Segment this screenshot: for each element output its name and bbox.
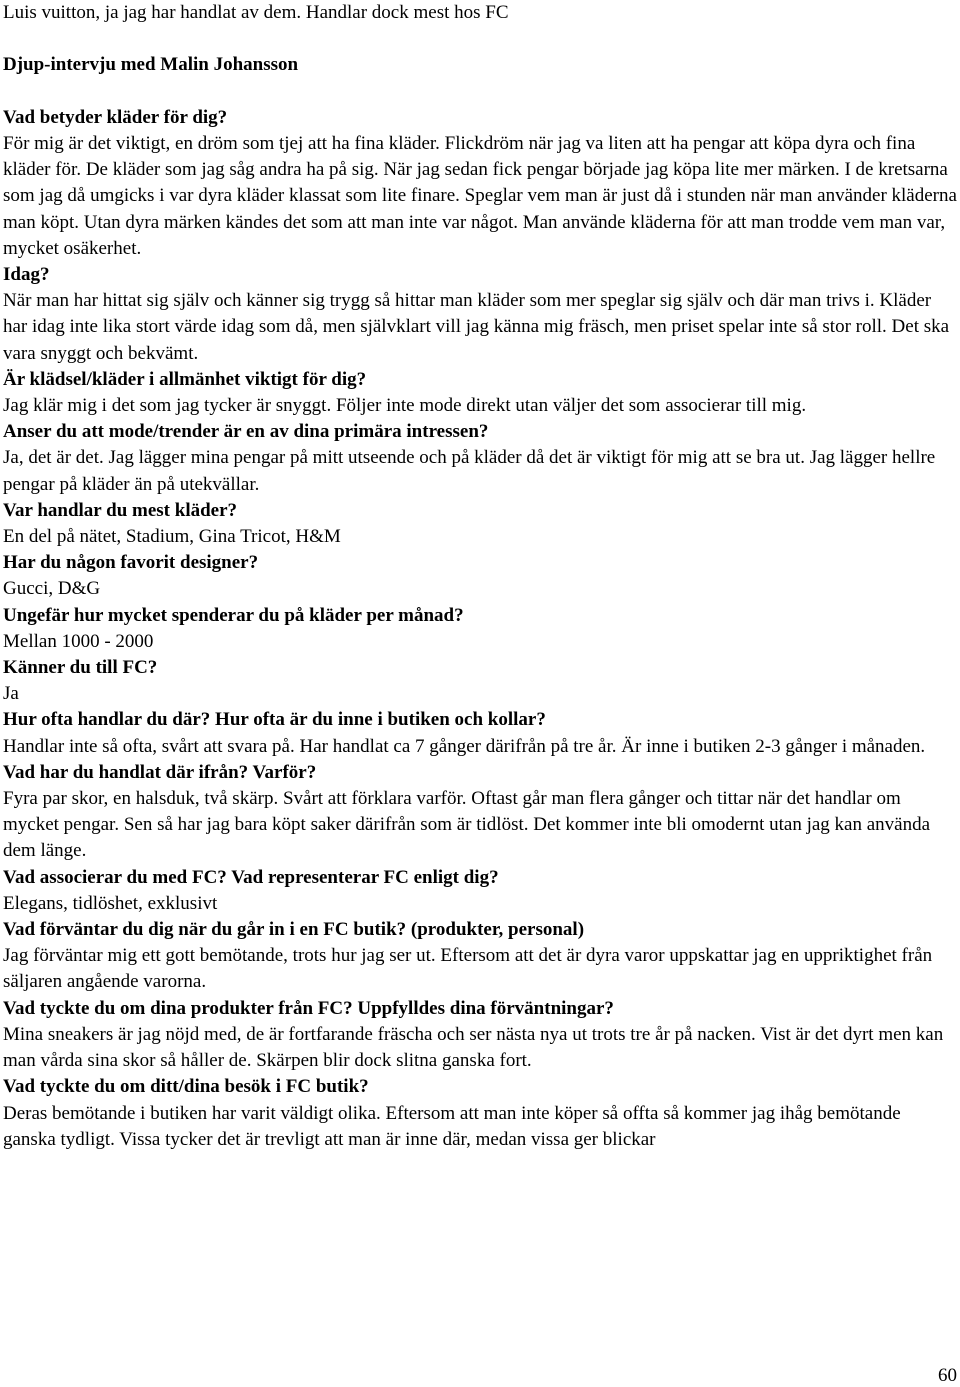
interview-answer: Handlar inte så ofta, svårt att svara på. Har handlat ca 7 gånger därifrån på tre år. Är inne i butiken 2-3 gånger i månaden. [3,735,926,757]
interview-answer: Jag förväntar mig ett gott bemötande, trots hur jag ser ut. Eftersom att det är dyra varor uppskattar jag en uppriktighet från säljaren angående varorna. [3,945,933,993]
interview-question: Vad tyckte du om dina produkter från FC? Uppfylldes dina förväntningar? [3,997,614,1019]
interview-answer: Ja, det är det. Jag lägger mina pengar på mitt utseende och på kläder då det är viktigt för mig att se bra ut. Jag lägger hellre pengar på kläder än på utekvällar. [3,447,936,495]
interview-answer: Mellan 1000 - 2000 [3,630,154,652]
interview-question: Idag? [3,264,50,285]
interview-answer: Gucci, D&G [3,578,101,600]
interview-question: Hur ofta handlar du där? Hur ofta är du inne i butiken och kollar? [3,709,546,731]
interview-question: Vad betyder kläder för dig? [3,106,228,128]
page-number: 60 [938,1365,957,1386]
interview-question: Anser du att mode/trender är en av dina primära intressen? [3,421,489,443]
interview-qa-list [3,105,958,1153]
interview-question: Ungefär hur mycket spenderar du på kläder per månad? [3,604,464,626]
interview-question: Vad har du handlat där ifrån? Varför? [3,761,317,783]
interview-answer: Jag klär mig i det som jag tycker är snyggt. Följer inte mode direkt utan väljer det som associerar till mig. [3,395,807,417]
interview-answer: För mig är det viktigt, en dröm som tjej att ha fina kläder. Flickdröm när jag va liten att ha pengar att köpa dyra och fina kläder för. De kläder som jag såg andra ha på sig. När jag sedan fick pengar började jag köpa lite mer märken. I de kretsarna som jag då umgicks i var dyra kläder klassat som lite finare. Speglar vem man är just då i stunden när man använder kläderna man köpt. Utan dyra märken kändes det som att man inte var något. Man använde kläderna för att man trodde vem man var, mycket osäkerhet. [3,132,957,259]
interview-answer: En del på nätet, Stadium, Gina Tricot, H&M [3,526,341,548]
interview-answer: När man har hittat sig själv och känner sig trygg så hittar man kläder som mer speglar sig själv och där man trivs i. Kläder har idag inte lika stort värde idag som då, men självklart vill jag känna mig fräsch, men priset spelar inte så stor roll. Det ska vara snyggt och bekvämt. [3,290,950,364]
interview-title: Djup-intervju med Malin Johansson [3,54,299,76]
interview-question: Vad associerar du med FC? Vad representerar FC enligt dig? [3,866,499,888]
interview-answer: Deras bemötande i butiken har varit väldigt olika. Eftersom att man inte köper så offta så kommer jag ihåg bemötande ganska tydligt. Vissa tycker det är trevligt att man är inne där, medan vissa ger blickar [3,1102,901,1150]
spacer [3,79,958,105]
interview-question: Är klädsel/kläder i allmänhet viktigt för dig? [3,368,367,390]
interview-question: Var handlar du mest kläder? [3,499,238,521]
interview-answer: Ja [3,683,19,705]
interview-answer: Elegans, tidlöshet, exklusivt [3,892,218,914]
interview-question: Vad tyckte du om ditt/dina besök i FC butik? [3,1076,369,1098]
intro-line: Luis vuitton, ja jag har handlat av dem. Handlar dock mest hos FC [3,2,509,23]
interview-question: Vad förväntar du dig när du går in i en FC butik? (produkter, personal) [3,919,585,941]
document-body [3,0,958,1153]
interview-answer: Fyra par skor, en halsduk, två skärp. Svårt att förklara varför. Oftast går man flera gånger och tittar när det handlar om mycket pengar. Sen så har jag bara köpt saker därifrån som är tidlöst. Det kommer inte bli omodernt utan jag kan använda dem länge. [3,788,931,862]
interview-question: Har du någon favorit designer? [3,552,259,574]
interview-question: Känner du till FC? [3,657,158,679]
interview-answer: Mina sneakers är jag nöjd med, de är fortfarande fräscha och ser nästa nya ut trots tre år på nacken. Vist är det dyrt men kan man vårda sina skor så håller de. Skärpen blir dock slitna ganska fort. [3,1023,944,1072]
